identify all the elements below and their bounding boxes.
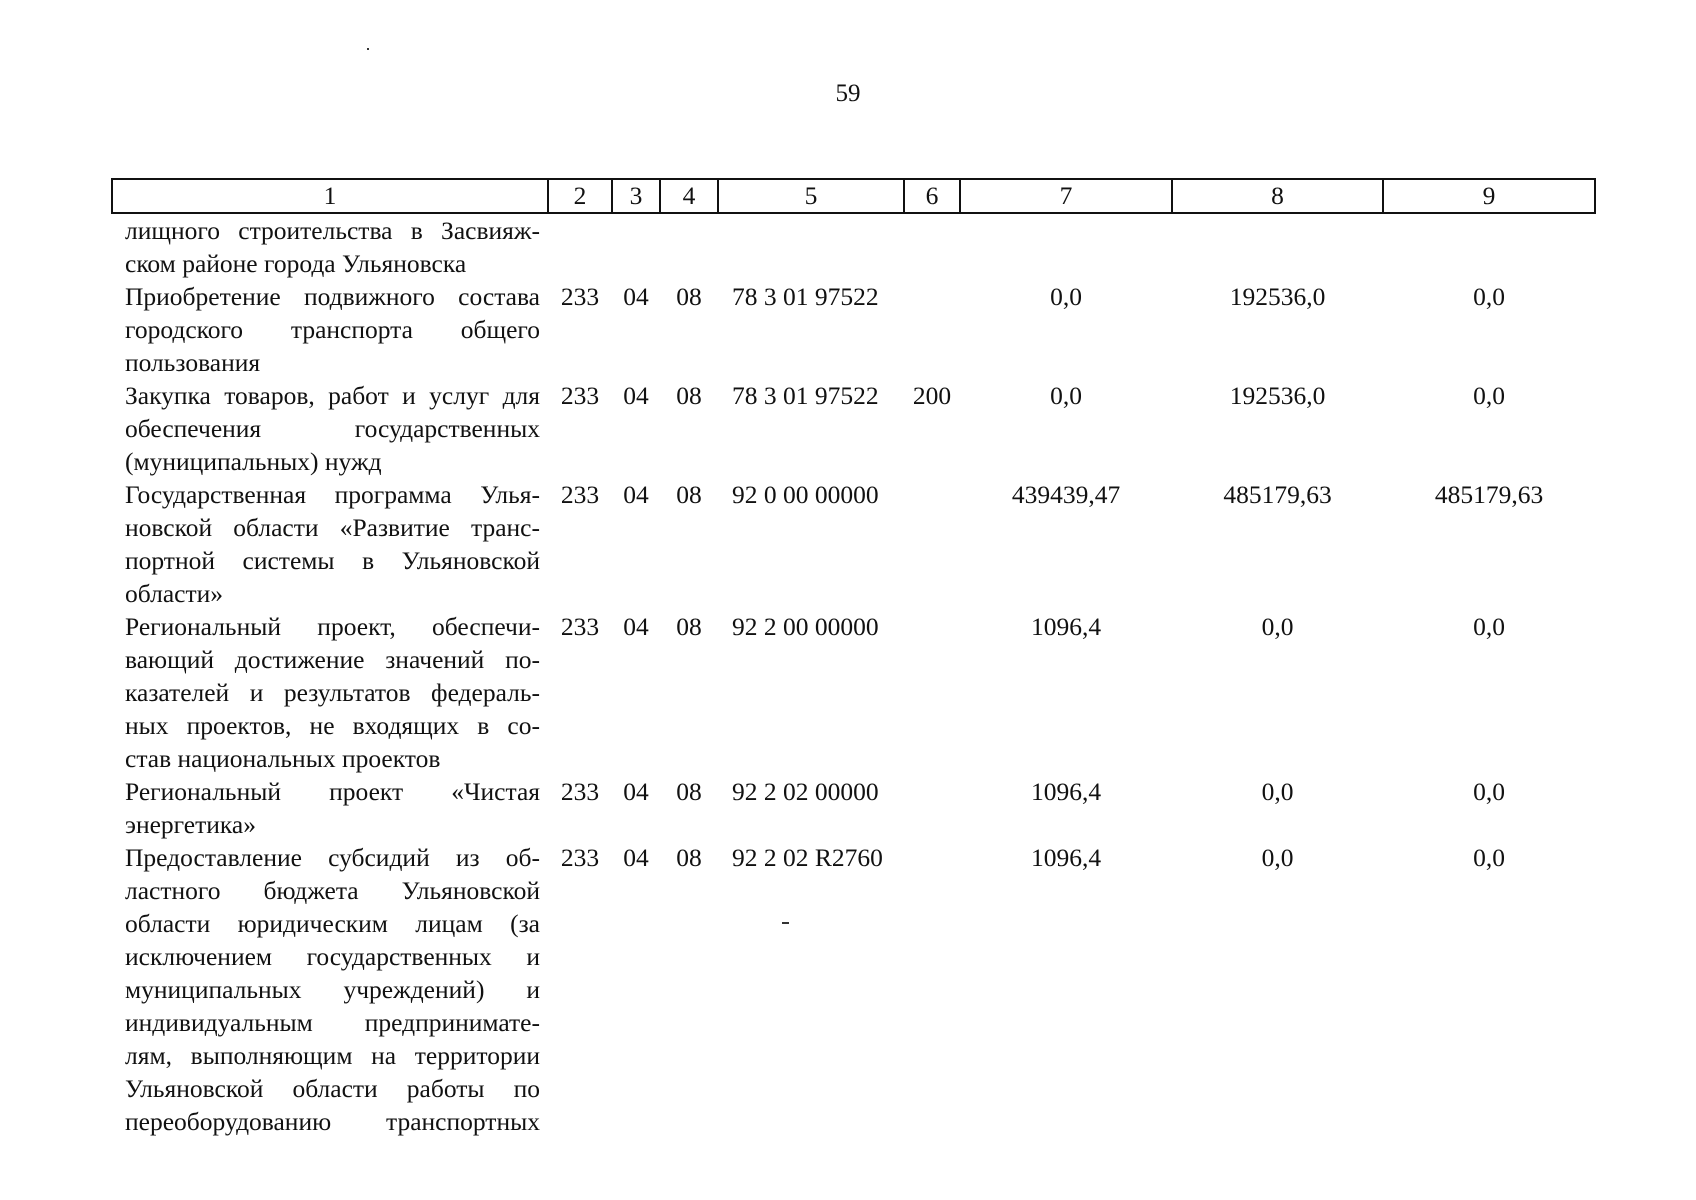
cell-target-code: 78 3 01 97522: [732, 282, 879, 311]
cell-amount-8: 192536,0: [1229, 381, 1326, 410]
name-line: ластного бюджета Ульяновской: [125, 876, 540, 905]
header-col-8: 8: [1172, 179, 1383, 213]
cell-subsection: 08: [676, 843, 702, 872]
name-line: вающий достижение значений по-: [125, 645, 540, 674]
cell-subsection: [660, 213, 718, 280]
row-name: [112, 478, 548, 610]
cell-expense-type: [904, 610, 960, 775]
table-row: [112, 775, 1595, 841]
table-row: [112, 213, 1595, 280]
cell-amount-7: 0,0: [1050, 282, 1082, 311]
header-col-2: 2: [548, 179, 612, 213]
name-line: области»: [125, 579, 223, 608]
header-col-5: 5: [718, 179, 904, 213]
name-line: энергетика»: [125, 810, 256, 839]
cell-amount-8: 0,0: [1261, 777, 1294, 806]
cell-ministry: 233: [560, 843, 600, 872]
cell-section: 04: [623, 480, 649, 509]
table-row: [112, 280, 1595, 379]
name-line: став национальных проектов: [125, 744, 441, 773]
cell-ministry: 233: [560, 480, 600, 509]
header-col-3: 3: [612, 179, 660, 213]
scan-artifact-dash: [782, 922, 789, 924]
cell-amount-8: 0,0: [1261, 843, 1294, 872]
cell-amount-9: [1383, 213, 1595, 280]
name-line: (муниципальных) нужд: [125, 447, 382, 476]
name-line: Региональный проект «Чистая: [125, 777, 540, 806]
cell-subsection: 08: [676, 480, 702, 509]
cell-expense-type: 200: [912, 381, 952, 410]
name-line: Закупка товаров, работ и услуг для: [125, 381, 540, 410]
cell-amount-7: 1096,4: [1030, 843, 1102, 872]
budget-table: [111, 178, 1596, 1138]
cell-amount-7: [960, 213, 1172, 280]
name-line: городского транспорта общего: [125, 315, 540, 344]
table-header-row: [112, 179, 1595, 213]
name-line: ных проектов, не входящих в со-: [125, 711, 540, 740]
name-line: Ульяновской области работы по: [125, 1074, 540, 1103]
cell-amount-8: 0,0: [1261, 612, 1294, 641]
cell-amount-8: [1172, 213, 1383, 280]
cell-section: 04: [623, 843, 649, 872]
cell-expense-type: [904, 213, 960, 280]
cell-amount-9: 0,0: [1473, 777, 1505, 806]
cell-target-code: [718, 213, 904, 280]
cell-target-code: 92 2 00 00000: [732, 612, 879, 641]
name-line: казателей и результатов федераль-: [125, 678, 540, 707]
cell-section: 04: [623, 777, 649, 806]
name-line: Приобретение подвижного состава: [125, 282, 540, 311]
name-line: портной системы в Ульяновской: [125, 546, 540, 575]
cell-target-code: 92 2 02 00000: [732, 777, 879, 806]
row-name: [112, 280, 548, 379]
cell-subsection: 08: [676, 612, 702, 641]
name-line: обеспечения государственных: [125, 414, 540, 443]
cell-section: 04: [623, 381, 649, 410]
header-col-9: 9: [1383, 179, 1595, 213]
cell-ministry: 233: [560, 282, 600, 311]
page-number: 59: [835, 80, 861, 107]
row-name: [112, 379, 548, 478]
table-row: [112, 379, 1595, 478]
cell-expense-type: [904, 478, 960, 610]
scan-artifact-dot: [367, 48, 369, 50]
name-line: исключением государственных и: [125, 942, 540, 971]
cell-section: 04: [623, 282, 649, 311]
cell-ministry: 233: [560, 381, 600, 410]
cell-subsection: 08: [676, 381, 702, 410]
row-name: [112, 213, 548, 280]
row-name: [112, 610, 548, 775]
name-line: индивидуальным предпринимате-: [125, 1008, 540, 1037]
cell-subsection: 08: [676, 777, 702, 806]
cell-ministry: 233: [560, 777, 600, 806]
name-line: пользования: [125, 348, 261, 377]
table-row: [112, 841, 1595, 1138]
cell-amount-9: 0,0: [1473, 381, 1505, 410]
cell-section: [612, 213, 660, 280]
name-line: Государственная программа Улья-: [125, 480, 540, 509]
name-line: Региональный проект, обеспечи-: [125, 612, 540, 641]
header-col-6: 6: [904, 179, 960, 213]
name-line: лищного строительства в Засвияж-: [125, 216, 540, 245]
cell-amount-7: 439439,47: [1011, 480, 1121, 509]
name-line: муниципальных учреждений) и: [125, 975, 540, 1004]
name-line: ском районе города Ульяновска: [125, 249, 467, 278]
table-row: [112, 610, 1595, 775]
row-name: [112, 775, 548, 841]
cell-amount-9: 485179,63: [1434, 480, 1544, 509]
cell-amount-8: 485179,63: [1223, 480, 1332, 509]
cell-amount-9: 0,0: [1473, 282, 1505, 311]
cell-amount-9: 0,0: [1473, 843, 1505, 872]
cell-subsection: 08: [676, 282, 702, 311]
cell-target-code: 78 3 01 97522: [732, 381, 879, 410]
name-line: Предоставление субсидий из об-: [125, 843, 540, 872]
name-line: переоборудованию транспортных: [125, 1107, 540, 1136]
name-line: области юридическим лицам (за: [125, 909, 540, 938]
cell-amount-8: 192536,0: [1229, 282, 1326, 311]
header-col-1: 1: [112, 179, 548, 213]
cell-expense-type: [904, 841, 960, 1138]
header-col-4: 4: [660, 179, 718, 213]
name-line: лям, выполняющим на территории: [125, 1041, 540, 1070]
cell-amount-7: 0,0: [1050, 381, 1082, 410]
table-row: [112, 478, 1595, 610]
row-name: [112, 841, 548, 1138]
name-line: новской области «Развитие транс-: [125, 513, 540, 542]
cell-ministry: [548, 213, 612, 280]
cell-target-code: 92 0 00 00000: [732, 480, 879, 509]
cell-expense-type: [904, 280, 960, 379]
cell-amount-7: 1096,4: [1030, 777, 1102, 806]
cell-section: 04: [623, 612, 649, 641]
cell-amount-9: 0,0: [1473, 612, 1505, 641]
cell-target-code: 92 2 02 R2760: [732, 843, 883, 872]
cell-amount-7: 1096,4: [1030, 612, 1102, 641]
header-col-7: 7: [960, 179, 1172, 213]
cell-expense-type: [904, 775, 960, 841]
cell-ministry: 233: [560, 612, 600, 641]
